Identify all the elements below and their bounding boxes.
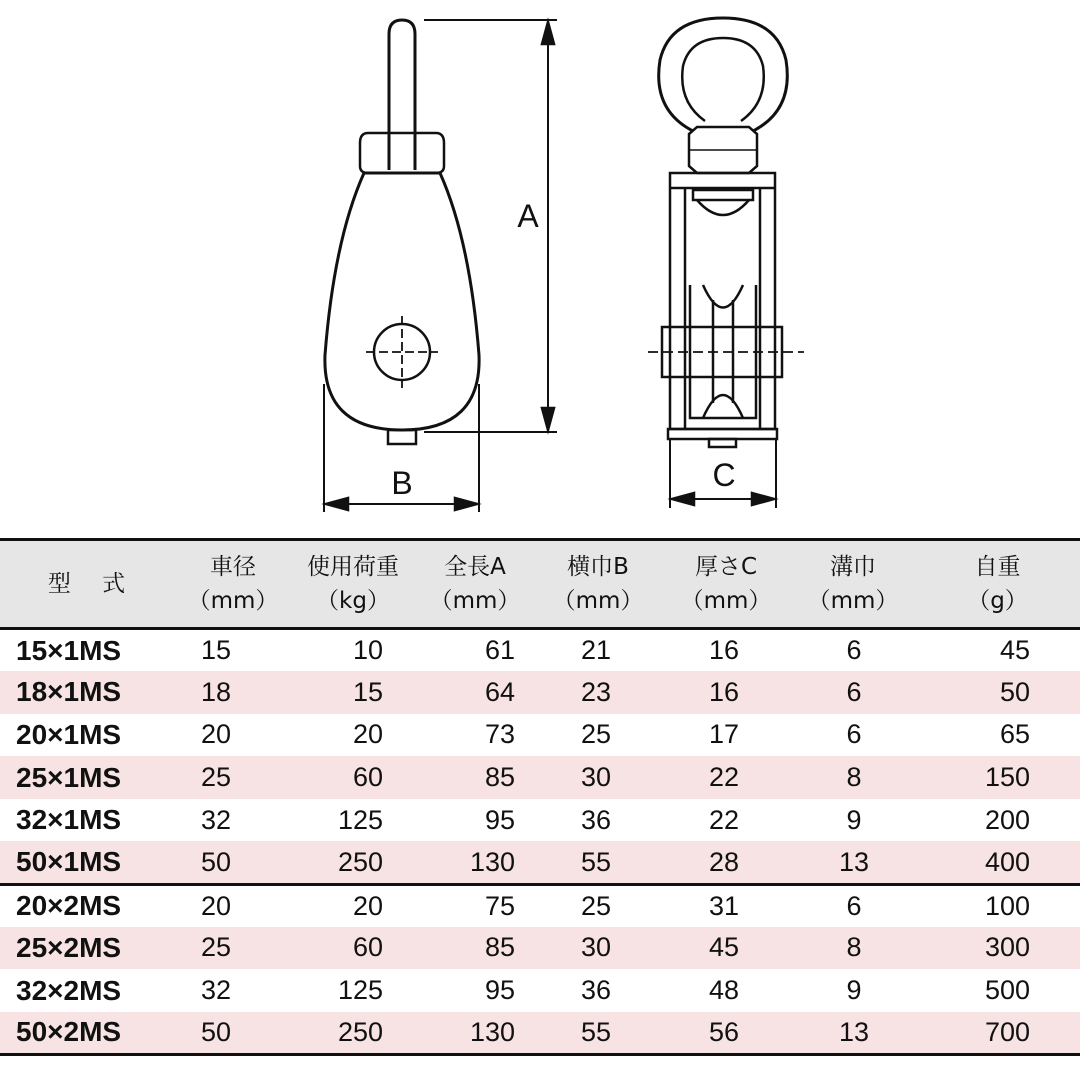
cell-length-a: 130 <box>469 846 515 877</box>
header-groove <box>791 540 915 629</box>
cell-width-b: 21 <box>580 635 612 666</box>
cell-model: 50×2MS <box>0 1012 175 1055</box>
cell-groove: 13 <box>791 1012 915 1055</box>
cell-model: 18×1MS <box>16 676 122 708</box>
cell-weight: 100 <box>915 884 1080 927</box>
header-unit: （kg） <box>316 588 390 614</box>
cell-groove: 6 <box>791 884 915 927</box>
cell-groove: 6 <box>846 635 862 666</box>
cell-thick-c: 45 <box>708 932 740 963</box>
table-row <box>0 671 1080 714</box>
table-row <box>0 841 1080 884</box>
table-row <box>0 1012 1080 1055</box>
cell-groove: 13 <box>838 846 870 877</box>
cell-width-b: 55 <box>580 846 612 877</box>
cell-load: 250 <box>291 1012 415 1055</box>
cell-width-b: 25 <box>580 719 612 750</box>
cell-model: 20×2MS <box>0 884 175 927</box>
cell-weight: 150 <box>984 762 1030 793</box>
cell-width-b: 23 <box>580 676 612 707</box>
cell-wheel: 20 <box>201 719 232 750</box>
cell-thick-c: 22 <box>708 804 740 835</box>
header-width_b <box>535 540 661 629</box>
header-weight <box>915 540 1080 629</box>
cell-wheel: 15 <box>201 635 232 666</box>
header-unit: （mm） <box>552 588 644 614</box>
cell-wheel: 20 <box>175 884 291 927</box>
cell-wheel: 50 <box>175 1012 291 1055</box>
header-label: 自重 <box>974 554 1021 580</box>
cell-length-a: 73 <box>484 719 515 750</box>
cell-wheel: 18 <box>201 676 232 707</box>
cell-load: 60 <box>352 932 383 963</box>
cell-groove: 6 <box>846 719 862 750</box>
cell-weight: 45 <box>999 635 1030 666</box>
header-label: 溝巾 <box>830 554 876 580</box>
cell-wheel: 25 <box>201 762 232 793</box>
cell-thick-c: 22 <box>708 762 740 793</box>
cell-load: 60 <box>352 762 383 793</box>
cell-width-b: 25 <box>535 884 661 927</box>
cell-model: 20×1MS <box>16 718 122 750</box>
cell-load: 250 <box>337 846 383 877</box>
cell-thick-c: 48 <box>708 975 740 1006</box>
header-model <box>0 540 175 629</box>
header-length_a <box>415 540 535 629</box>
dimension-a-label: A <box>517 198 539 234</box>
cell-thick-c: 16 <box>708 676 740 707</box>
header-unit: （mm） <box>680 588 772 614</box>
cell-weight: 500 <box>984 975 1030 1006</box>
cell-width-b: 36 <box>580 804 612 835</box>
cell-thick-c: 28 <box>708 846 740 877</box>
header-thick_c <box>661 540 791 629</box>
cell-model: 15×1MS <box>16 634 122 666</box>
table-body <box>0 629 1080 1055</box>
table-row <box>0 969 1080 1012</box>
cell-length-a: 95 <box>484 804 515 835</box>
cell-model: 32×1MS <box>16 804 122 836</box>
cell-length-a: 130 <box>415 1012 535 1055</box>
pulley-front-view <box>648 18 804 508</box>
cell-groove: 9 <box>846 804 862 835</box>
dimension-b-label: B <box>391 465 413 501</box>
cell-thick-c: 17 <box>708 719 740 750</box>
cell-width-b: 36 <box>580 975 612 1006</box>
header-unit: （mm） <box>187 588 279 614</box>
cell-thick-c: 16 <box>708 635 740 666</box>
cell-thick-c: 56 <box>661 1012 791 1055</box>
header-label: 全長A <box>444 554 506 580</box>
cell-weight: 50 <box>999 676 1030 707</box>
pulley-diagram <box>0 0 1080 535</box>
header-load <box>291 540 415 629</box>
cell-length-a: 64 <box>484 676 515 707</box>
cell-weight: 200 <box>984 804 1030 835</box>
cell-groove: 8 <box>846 932 862 963</box>
cell-wheel: 32 <box>201 804 232 835</box>
cell-weight: 400 <box>984 846 1030 877</box>
header-label: 厚さC <box>694 554 758 580</box>
header-label: 車径 <box>210 554 256 580</box>
cell-wheel: 25 <box>201 932 232 963</box>
cell-groove: 6 <box>846 676 862 707</box>
cell-length-a: 95 <box>484 975 515 1006</box>
table-row <box>0 884 1080 927</box>
cell-length-a: 85 <box>484 932 515 963</box>
cell-width-b: 55 <box>535 1012 661 1055</box>
cell-load: 20 <box>352 719 383 750</box>
table-row <box>0 927 1080 970</box>
cell-weight: 300 <box>984 932 1030 963</box>
cell-load: 125 <box>337 975 383 1006</box>
pulley-side-view <box>324 20 557 512</box>
cell-model: 25×1MS <box>16 761 122 793</box>
cell-wheel: 32 <box>201 975 232 1006</box>
cell-length-a: 85 <box>484 762 515 793</box>
header-unit: （mm） <box>429 588 521 614</box>
header-unit: （mm） <box>807 588 899 614</box>
table-row <box>0 799 1080 842</box>
table-row <box>0 756 1080 799</box>
cell-model: 50×1MS <box>16 846 122 878</box>
header-label: 型 式 <box>47 571 138 597</box>
dimension-c-label: C <box>712 457 736 493</box>
cell-weight: 700 <box>915 1012 1080 1055</box>
cell-weight: 65 <box>999 719 1030 750</box>
header-unit: （g） <box>967 588 1028 614</box>
cell-length-a: 75 <box>415 884 535 927</box>
table-row <box>0 629 1080 672</box>
cell-wheel: 50 <box>201 846 232 877</box>
spec-table <box>0 538 1080 1056</box>
cell-width-b: 30 <box>580 932 612 963</box>
header-label: 使用荷重 <box>307 554 399 580</box>
cell-length-a: 61 <box>484 635 515 666</box>
cell-thick-c: 31 <box>661 884 791 927</box>
cell-groove: 9 <box>846 975 862 1006</box>
cell-model: 25×2MS <box>16 931 122 963</box>
cell-load: 10 <box>352 635 383 666</box>
cell-load: 15 <box>352 676 383 707</box>
header-label: 横巾B <box>567 554 629 580</box>
cell-groove: 8 <box>846 762 862 793</box>
cell-model: 32×2MS <box>16 974 122 1006</box>
cell-load: 20 <box>291 884 415 927</box>
cell-width-b: 30 <box>580 762 612 793</box>
table-row <box>0 714 1080 757</box>
cell-load: 125 <box>337 804 383 835</box>
header-row <box>0 540 1080 629</box>
header-wheel <box>175 540 291 629</box>
table-header <box>0 540 1080 629</box>
